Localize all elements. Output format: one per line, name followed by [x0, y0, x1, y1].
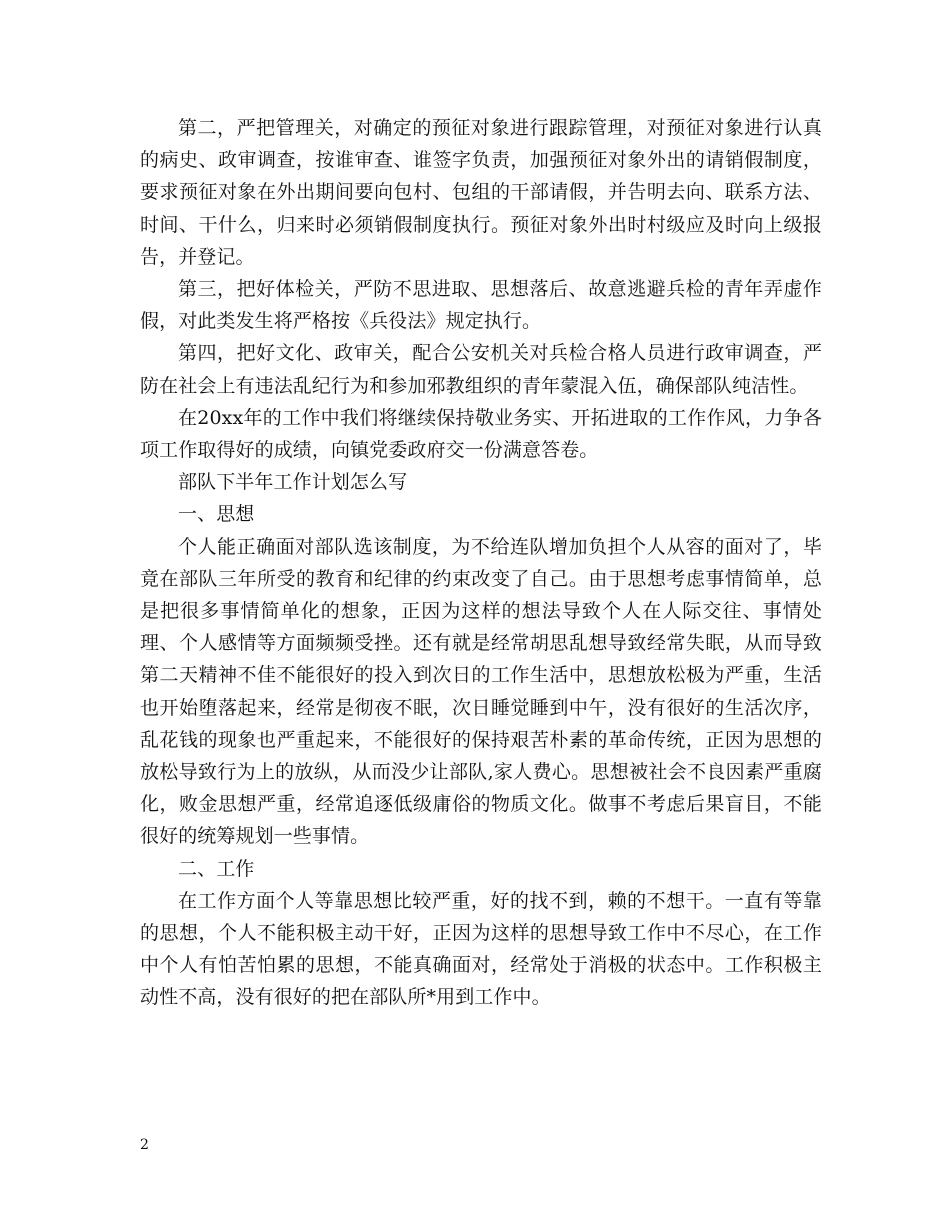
paragraph-thought: 个人能正确面对部队选该制度，为不给连队增加负担个人从容的面对了，毕竟在部队三年所受的教育和纪律的约束改变了自己。由于思想考虑事情简单，总是把很多事情简单化的想象，正因为这样的想法导致个人在人际交往、事情处理、个人感情等方面频频受挫。还有就是经常胡思乱想导致经常失眠，从而导致第二天精神不佳不能很好的投入到次日的工作生活中，思想放松极为严重，生活也开始堕落起来，经常是彻夜不眠，次日睡觉睡到中午，没有很好的生活次序，乱花钱的现象也严重起来，不能很好的保持艰苦朴素的革命传统，正因为思想的放松导致行为上的放纵，从而没少让部队,家人费心。思想被社会不良因素严重腐化，败金思想严重，经常追逐低级庸俗的物质文化。做事不考虑后果盲目，不能很好的统筹规划一些事情。	[140, 535, 822, 848]
paragraph-management: 第二，严把管理关，对确定的预征对象进行跟踪管理，对预征对象进行认真的病史、政审调查，按谁审查、谁签字负责，加强预征对象外出的请销假制度，要求预征对象在外出期间要向包村、包组的干部请假，并告明去向、联系方法、时间、干什么，归来时必须销假制度执行。预征对象外出时村级应及时向上级报告，并登记。	[140, 117, 822, 268]
heading-work: 二、工作	[178, 857, 255, 880]
paragraph-work: 在工作方面个人等靠思想比较严重，好的找不到，赖的不想干。一直有等靠的思想，个人不能积极主动干好，正因为这样的思想导致工作中不尽心，在工作中个人有怕苦怕累的思想，不能真确面对，经常处于消极的状态中。工作积极主动性不高，没有很好的把在部队所*用到工作中。	[140, 889, 822, 1009]
section-title: 部队下半年工作计划怎么写	[178, 471, 408, 494]
paragraph-year-goal: 在20xx年的工作中我们将继续保持敬业务实、开拓进取的工作作风，力争各项工作取得好的成绩，向镇党委政府交一份满意答卷。	[140, 406, 822, 462]
page-number: 2	[140, 1137, 149, 1153]
heading-thought: 一、思想	[178, 503, 255, 526]
paragraph-political-review: 第四，把好文化、政审关，配合公安机关对兵检合格人员进行政审调查，严防在社会上有违法乱纪行为和参加邪教组织的青年蒙混入伍，确保部队纯洁性。	[140, 342, 822, 397]
document-body	[140, 112, 822, 1014]
paragraph-physical-exam: 第三，把好体检关，严防不思进取、思想落后、故意逃避兵检的青年弄虚作假，对此类发生将严格按《兵役法》规定执行。	[140, 278, 822, 333]
